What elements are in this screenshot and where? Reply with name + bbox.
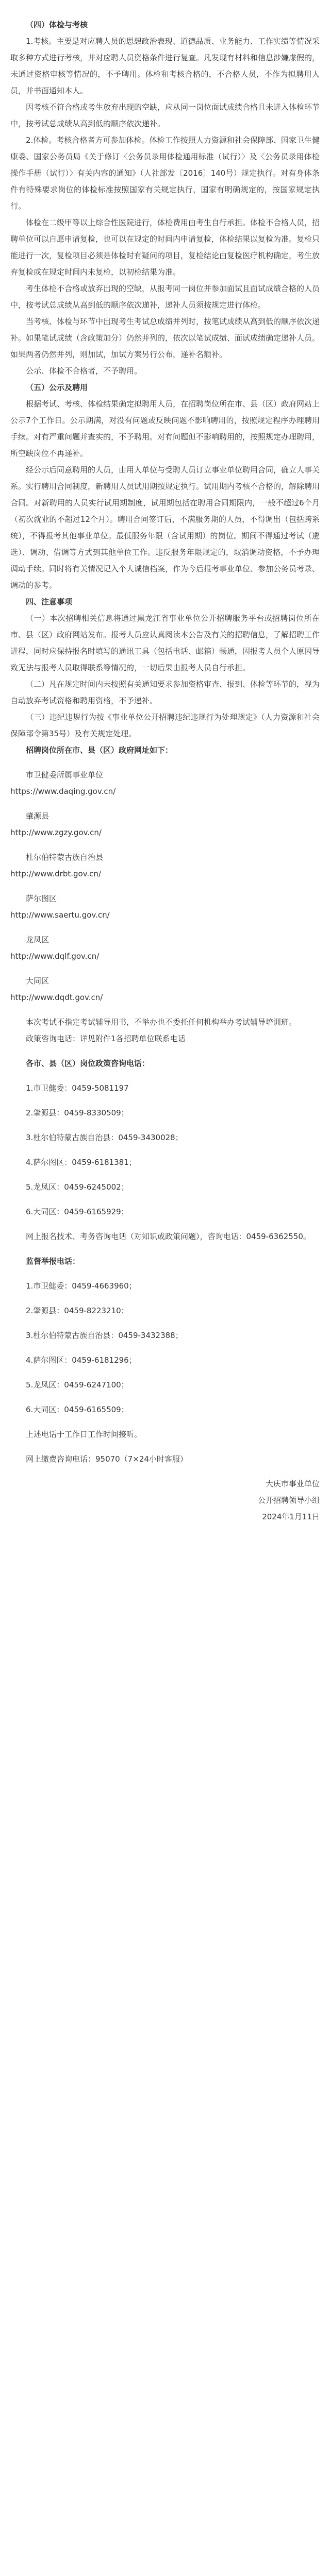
spacer (10, 1319, 320, 1327)
signature-date: 2024年1月11日 (262, 1512, 320, 1521)
spacer (10, 882, 320, 890)
signature-org: 大庆市事业单位 (265, 1479, 320, 1488)
gov-name: 肇源县 (26, 811, 50, 821)
section-heading-exam: （四）体检与考核 (26, 20, 88, 29)
gov-link[interactable]: http://www.dqlf.gov.cn/ (10, 952, 100, 961)
paragraph: 经公示后同意聘用的人员，由用人单位与受聘人员订立事业单位聘用合同，确立人事关系。实行聘用合同制度，新聘用人员试用期按规定执行。试用期内考核不合格的，解除聘用合同。对新聘用的人员实行试用期制度，试用期包括在聘用合同期限内，一般不超过6个月（初次就业的不超过12个月）。聘用合同签订后，不满服务期的人员，不得调出（包括跨系统），不得报考其他事业单位。最低服务年限（含试用期）的岗位。期间不得通过考试（遴选）、调动、借调等方式到其他单位工作。违反服务年限规定的，取消调动资格，不予办理调动手续。同时将有关情况记入个人诚信档案，作为今后报考事业单位、参加公务员考录、调动的参考。 (10, 465, 320, 590)
spacer (10, 1418, 320, 1426)
spacer (10, 1525, 320, 1541)
section-heading-notes: 四、注意事项 (26, 597, 73, 606)
spacer (10, 1195, 320, 1204)
spacer (10, 1467, 320, 1476)
paragraph: 网上报名技术、考务咨询电话（对知识或政策问题），咨询电话：0459-6362550。 (26, 1232, 311, 1241)
gov-name: 杜尔伯特蒙古族自治县 (26, 853, 104, 862)
spacer (10, 964, 320, 973)
gov-link[interactable]: http://www.zgzy.gov.cn/ (10, 828, 102, 837)
paragraph: （一）本次招聘相关信息将通过黑龙江省事业单位公开招聘服务平台或招聘岗位所在市、县（区）政府网站发布。报考人员应认真阅读本公告及有关的招聘信息，了解招聘工作进程，同时应保持报名时填写的通讯工具（包括电话、邮箱）畅通，因报考人员个人原因导致无法与报考人员取得联系等情况的，一切后果由报考人员自行承担。 (10, 614, 320, 672)
gov-name: 萨尔图区 (26, 894, 57, 903)
spacer (10, 1269, 320, 1278)
spacer (10, 1368, 320, 1377)
paragraph: 根据考试、考核、体检结果确定拟聘用人员，在招聘岗位所在市、县（区）政府网站上公示7个工作日。公示期满，对没有问题或反映问题不影响聘用的，按照规定程序办理聘用手续。对有严重问题并查实的，不予聘用。对有问题但不影响聘用的，按照规定办理聘用，所空缺岗位不再递补。 (10, 399, 320, 458)
spacer (10, 1245, 320, 1253)
gov-link[interactable]: https://www.daqing.gov.cn/ (10, 787, 116, 796)
phone-line: 4.萨尔图区：0459-6181296； (26, 1355, 137, 1365)
paragraph: 当考核、体检与环节中出现考生考试总成绩并列时，按笔试成绩从高到低的顺序依次递补。如果笔试成绩（含政策加分）仍然并列的，依次以笔试成绩、面试成绩确定递补人员。如果两者仍然并列，则加试，加试方案另行公布，递补名额补。 (10, 317, 320, 359)
paragraph: 考生体检不合格或放弃出现的空缺，从报考同一岗位并参加面试且面试成绩合格的人员中，按考试总成绩从高到低的顺序依次递补，递补人员须按规定进行体检。 (10, 284, 320, 310)
paragraph: （三）违纪违规行为按《事业单位公开招聘违纪违规行为处理规定》（人力资源和社会保障部令第35号）及有关规定处理。 (10, 713, 320, 738)
gov-name: 龙凤区 (26, 935, 50, 944)
phone-line: 2.肇源县：0459-8223210； (26, 1306, 129, 1315)
paragraph: 因考核不符合格或考生放弃出现的空缺，应从同一岗位面试成绩合格且未进入体检环节中，按考试总成绩从高到低的顺序依次递补。 (10, 103, 320, 128)
spacer (10, 1393, 320, 1401)
spacer (10, 1146, 320, 1154)
spacer (10, 1072, 320, 1080)
spacer (10, 1443, 320, 1451)
spacer (10, 1047, 320, 1055)
spacer (10, 1171, 320, 1179)
spacer (10, 1006, 320, 1014)
paragraph: 体检在二级甲等以上综合性医院进行，体检费用由考生自行承担。体检不合格人员，招聘单位可以自愿申请复检，也可以在规定的时间内申请复检，体检结果以复检为准。复检只能进行一次，复检项目必须是体检时有疑问的项目，复检结论由复检医疗机构确定，考生放弃复检或在规定时间内未复检，以初检结果为准。 (10, 218, 320, 277)
paragraph: 上述电话于工作日工作时间接听。 (26, 1430, 142, 1439)
section-heading-publicity: （五）公示及聘用 (26, 383, 88, 392)
phone-line: 4.萨尔图区：0459-6181381； (26, 1158, 137, 1167)
signature-org-line2: 公开招聘领导小组 (257, 1496, 320, 1505)
phone-line: 1.市卫健委：0459-5081197 (26, 1083, 129, 1093)
phone-line: 2.肇源县：0459-8330509； (26, 1108, 129, 1117)
paragraph: 政策咨询电话：详见附件1各招聘单位联系电话 (26, 1034, 186, 1043)
phone-line: 3.杜尔伯特蒙古族自治县：0459-3432388； (26, 1331, 183, 1340)
paragraph: 公示、体检不合格者，不予聘用。 (26, 366, 142, 376)
spacer (10, 841, 320, 849)
spacer (10, 758, 320, 767)
policy-heading: 各市、县（区）岗位政策咨询电话： (26, 1059, 150, 1068)
spacer (10, 1344, 320, 1352)
gov-link[interactable]: http://www.drbt.gov.cn/ (10, 869, 101, 878)
spacer (10, 800, 320, 808)
gov-link[interactable]: http://www.saertu.gov.cn/ (10, 910, 110, 920)
gov-name: 市卫健委所属事业单位 (26, 770, 104, 779)
paragraph: 1.考核。主要是对应聘人员的思想政治表现、道德品质、业务能力、工作实绩等情况采取多种方式进行考核，并对应聘人员资格条件进行复查。凡发现有材料和信息涉嫌虚假的，未通过资格审核等情况的，不予聘用。体检和考核合格的，不合格人员，不作为拟聘用人员，并书面通知本人。 (10, 37, 320, 95)
spacer (10, 923, 320, 931)
supervision-heading: 监督举报电话： (26, 1257, 80, 1266)
phone-line: 1.市卫健委：0459-4663960； (26, 1281, 137, 1291)
phone-line: 6.大同区：0459-6165929； (26, 1207, 129, 1216)
gov-name: 大同区 (26, 976, 50, 986)
spacer (10, 1096, 320, 1105)
spacer (10, 0, 320, 16)
paragraph: 本次考试不指定考试辅导用书，不举办也不委托任何机构举办考试辅导培训班。 (26, 1018, 297, 1027)
paragraph: 网上缴费咨询电话：95070（7×24小时客服） (26, 1454, 188, 1464)
paragraph: （二）凡在规定时间内未按照有关通知要求参加资格审查、报到、体检等环节的，视为自动放弃考试资格和聘用资格，不予递补。 (10, 680, 320, 705)
phone-line: 5.龙凤区：0459-6247100； (26, 1380, 129, 1389)
phone-line: 5.龙凤区：0459-6245002； (26, 1182, 129, 1192)
links-heading: 招聘岗位所在市、县（区）政府网址如下： (26, 745, 173, 755)
phone-line: 3.杜尔伯特蒙古族自治县：0459-3430028； (26, 1133, 183, 1142)
paragraph: 2.体检。考核合格者方可参加体检。体检工作按照人力资源和社会保障部、国家卫生健康委、国家公务员局《关于修订〈公务员录用体检通用标准（试行）〉及〈公务员录用体检操作手册（试行）〉有关内容的通知》（人社部发〔2016〕140号）规定执行。对有身体条件有特殊要求岗位的体检标准按照国家有关规定执行，国家有明确规定的，按国家规定执行。 (10, 135, 320, 211)
gov-link[interactable]: http://www.dqdt.gov.cn/ (10, 993, 103, 1002)
spacer (10, 1220, 320, 1228)
spacer (10, 1294, 320, 1302)
spacer (10, 1121, 320, 1129)
phone-line: 6.大同区：0459-6165509； (26, 1405, 129, 1414)
